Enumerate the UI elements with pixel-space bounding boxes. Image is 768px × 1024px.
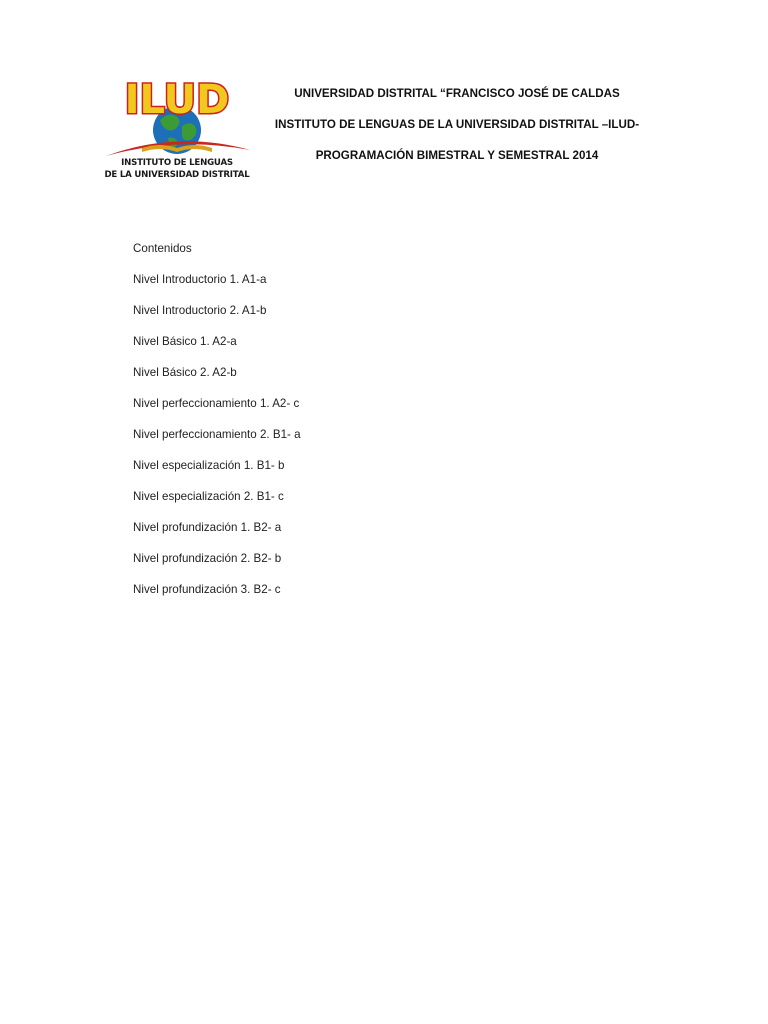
level-item: Nivel profundización 2. B2- b (133, 552, 282, 565)
level-item: Nivel Básico 1. A2-a (133, 335, 237, 348)
level-item: Nivel Básico 2. A2-b (133, 366, 237, 379)
logo-line-1: INSTITUTO DE LENGUAS (121, 158, 233, 168)
level-item: Nivel profundización 3. B2- c (133, 583, 281, 596)
level-list (133, 273, 301, 614)
level-item: Nivel especialización 2. B1- c (133, 490, 284, 503)
level-item: Nivel especialización 1. B1- b (133, 459, 285, 472)
level-item: Nivel perfeccionamiento 1. A2- c (133, 397, 300, 410)
contents-title: Contenidos (133, 242, 192, 255)
level-item: Nivel perfeccionamiento 2. B1- a (133, 428, 301, 441)
level-item: Nivel profundización 1. B2- a (133, 521, 282, 534)
ilud-logo-graphic (102, 76, 252, 158)
university-heading: UNIVERSIDAD DISTRITAL “FRANCISCO JOSÉ DE CALDAS (294, 87, 620, 100)
level-item: Nivel Introductorio 2. A1-b (133, 304, 267, 317)
ilud-logo (102, 76, 252, 184)
logo-brand-text: ILUD (124, 77, 230, 123)
level-item: Nivel Introductorio 1. A1-a (133, 273, 267, 286)
logo-line-2: DE LA UNIVERSIDAD DISTRITAL (104, 170, 250, 180)
programming-heading: PROGRAMACIÓN BIMESTRAL Y SEMESTRAL 2014 (315, 149, 599, 162)
institute-heading: INSTITUTO DE LENGUAS DE LA UNIVERSIDAD DISTRITAL –ILUD- (274, 118, 640, 131)
